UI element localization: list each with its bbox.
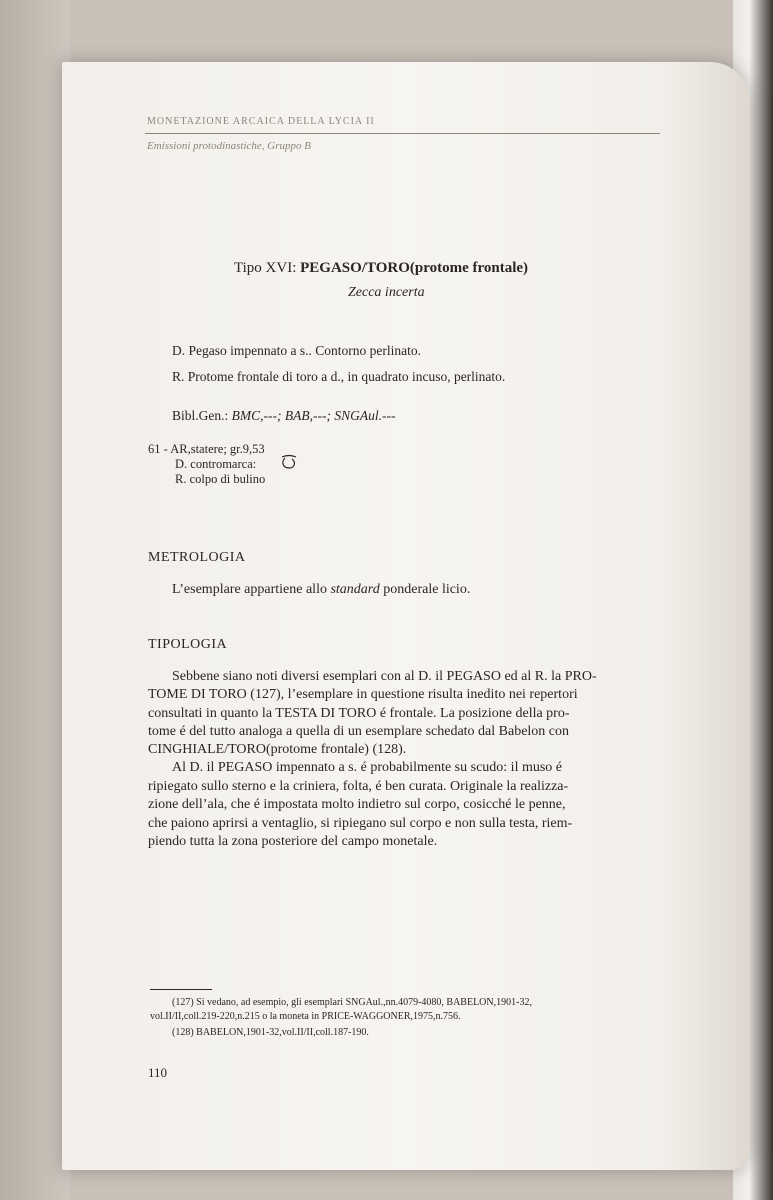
section-heading-tipologia: TIPOLOGIA bbox=[148, 637, 228, 652]
obverse-description: D. Pegaso impennato a s.. Contorno perlinato. bbox=[172, 343, 421, 358]
tipologia-p1-line-2: TOME DI TORO (127), l’esemplare in questione risulta inedito nei repertori bbox=[148, 687, 578, 702]
section-heading-metrologia: METROLOGIA bbox=[148, 550, 246, 565]
footnote-127-line-2: vol.II/II,coll.219-220,n.215 o la moneta in PRICE-WAGGONER,1975,n.756. bbox=[150, 1011, 461, 1022]
reverse-description: R. Protome frontale di toro a d., in quadrato incuso, perlinato. bbox=[172, 369, 506, 384]
tipologia-p2-line-2: ripiegato sullo sterno e la criniera, folta, é ben curata. Originale la realizza- bbox=[148, 779, 569, 794]
tipologia-p2-line-5: piendo tutta la zona posteriore del campo monetale. bbox=[148, 834, 438, 849]
type-prefix: Tipo XVI: bbox=[234, 260, 301, 276]
page-number: 110 bbox=[148, 1065, 168, 1080]
mint-label: Zecca incerta bbox=[348, 285, 425, 300]
metrologia-text bbox=[172, 582, 470, 598]
footnote-127-line-1: (127) Si vedano, ad esempio, gli esemplari SNGAul.,nn.4079-4080, BABELON,1901-32, bbox=[172, 997, 532, 1008]
bibliography bbox=[172, 408, 395, 424]
countermark-sketch-icon bbox=[279, 454, 299, 470]
tipologia-p2-line-1: Al D. il PEGASO impennato a s. é probabilmente su scudo: il muso é bbox=[172, 760, 563, 775]
tipologia-p1-line-4: tome é del tutto analoga a quella di un esemplare schedato dal Babelon con bbox=[148, 724, 570, 739]
tipologia-p1-line-3: consultati in quanto la TESTA DI TORO é frontale. La posizione della pro- bbox=[148, 706, 570, 721]
running-title: MONETAZIONE ARCAICA DELLA LYCIA II bbox=[147, 116, 375, 127]
metrologia-text-b: ponderale licio. bbox=[379, 582, 471, 597]
note-line: R. colpo di bulino bbox=[175, 472, 266, 486]
tipologia-p1-line-5: CINGHIALE/TORO(protome frontale) (128). bbox=[148, 742, 407, 757]
tipologia-p1-line-1: Sebbene siano noti diversi esemplari con al D. il PEGASO ed al R. la PRO- bbox=[172, 669, 597, 684]
type-title: PEGASO/TORO(protome frontale) bbox=[300, 260, 529, 276]
footnote-128: (128) BABELON,1901-32,vol.II/II,coll.187-190. bbox=[172, 1027, 369, 1038]
type-heading bbox=[234, 260, 528, 277]
bibl-refs: BMC,---; BAB,---; SNGAul.--- bbox=[231, 408, 396, 423]
metrologia-text-italic: standard bbox=[330, 582, 380, 597]
countermark-line: D. contromarca: bbox=[175, 457, 257, 471]
running-subtitle: Emissioni protodinastiche, Gruppo B bbox=[147, 140, 311, 152]
catalogue-entry: 61 - AR,statere; gr.9,53 bbox=[148, 442, 265, 456]
header-rule bbox=[145, 133, 660, 134]
tipologia-p2-line-4: che paiono aprirsi a ventaglio, si ripiegano sul corpo e non sulla testa, riem- bbox=[148, 816, 573, 831]
metrologia-text-a: L’esemplare appartiene allo bbox=[172, 582, 331, 597]
bibl-prefix: Bibl.Gen.: bbox=[172, 408, 232, 423]
desk-background bbox=[0, 0, 70, 1200]
tipologia-p2-line-3: zione dell’ala, che é impostata molto indietro sul corpo, cosicché le penne, bbox=[148, 797, 566, 812]
footnote-rule bbox=[150, 989, 212, 990]
